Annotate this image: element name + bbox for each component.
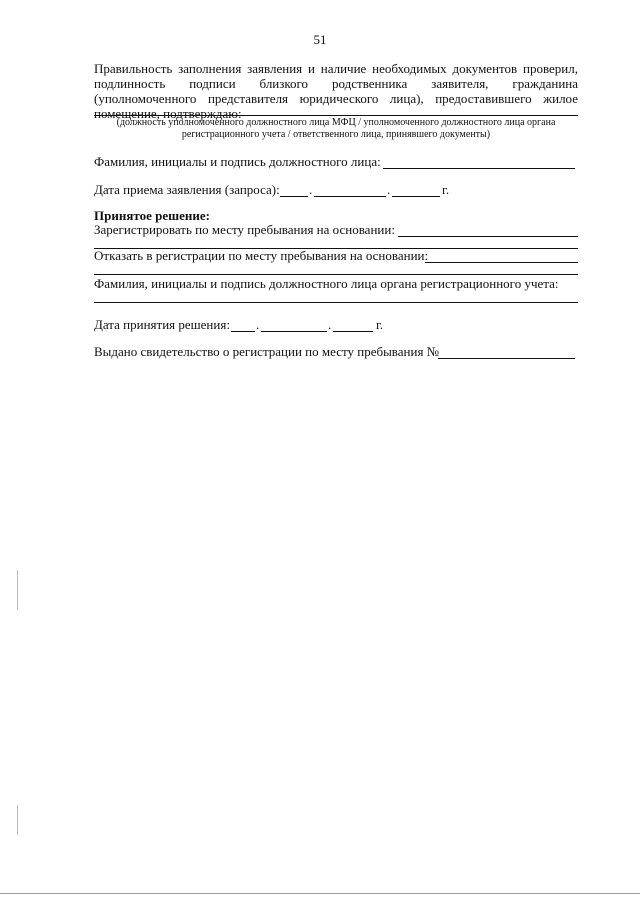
application-day-line[interactable] — [280, 196, 308, 197]
date-separator-dot: . — [309, 182, 313, 197]
year-suffix: г. — [376, 317, 384, 332]
application-date-label: Дата приема заявления (запроса): — [94, 182, 280, 197]
official-signature-line[interactable] — [383, 168, 575, 169]
refuse-basis-label: Отказать в регистрации по месту пребывания на основании: — [94, 248, 429, 263]
official-position-caption: (должность уполномоченного должностного лица МФЦ / уполномоченного должностного лица органа регистрационного учета / ответственного лица, принявшего документы) — [116, 117, 556, 140]
decision-date-label: Дата принятия решения: — [94, 317, 230, 332]
date-separator-dot: . — [256, 317, 260, 332]
page-number: 51 — [313, 32, 327, 47]
official-position-line[interactable] — [94, 115, 578, 116]
decision-month-line[interactable] — [261, 331, 327, 332]
decision-year-line[interactable] — [333, 331, 373, 332]
scan-artifact — [17, 570, 18, 610]
year-suffix: г. — [442, 182, 450, 197]
scan-artifact — [17, 805, 18, 835]
application-year-line[interactable] — [392, 196, 440, 197]
date-separator-dot: . — [328, 317, 332, 332]
register-basis-label: Зарегистрировать по месту пребывания на основании: — [94, 222, 395, 237]
refuse-basis-line-continued[interactable] — [94, 274, 578, 275]
certificate-number-line[interactable] — [438, 358, 575, 359]
application-month-line[interactable] — [314, 196, 386, 197]
refuse-basis-line[interactable] — [425, 262, 578, 263]
register-basis-line[interactable] — [398, 236, 578, 237]
decision-day-line[interactable] — [231, 331, 255, 332]
official-signature-label: Фамилия, инициалы и подпись должностного лица: — [94, 154, 381, 169]
registration-official-label: Фамилия, инициалы и подпись должностного лица органа регистрационного учета: — [94, 276, 559, 291]
certificate-label: Выдано свидетельство о регистрации по месту пребывания № — [94, 344, 440, 359]
registration-official-signature-line[interactable] — [94, 302, 578, 303]
decision-heading: Принятое решение: — [94, 208, 210, 223]
date-separator-dot: . — [387, 182, 391, 197]
scan-bottom-edge — [0, 893, 640, 894]
intro-paragraph: Правильность заполнения заявления и наличие необходимых документов проверил, подлинность подписи близкого родственника заявителя, гражданина (уполномоченного представителя юридического лица), предоставившего жилое помещение, подтверждаю: — [94, 61, 578, 121]
